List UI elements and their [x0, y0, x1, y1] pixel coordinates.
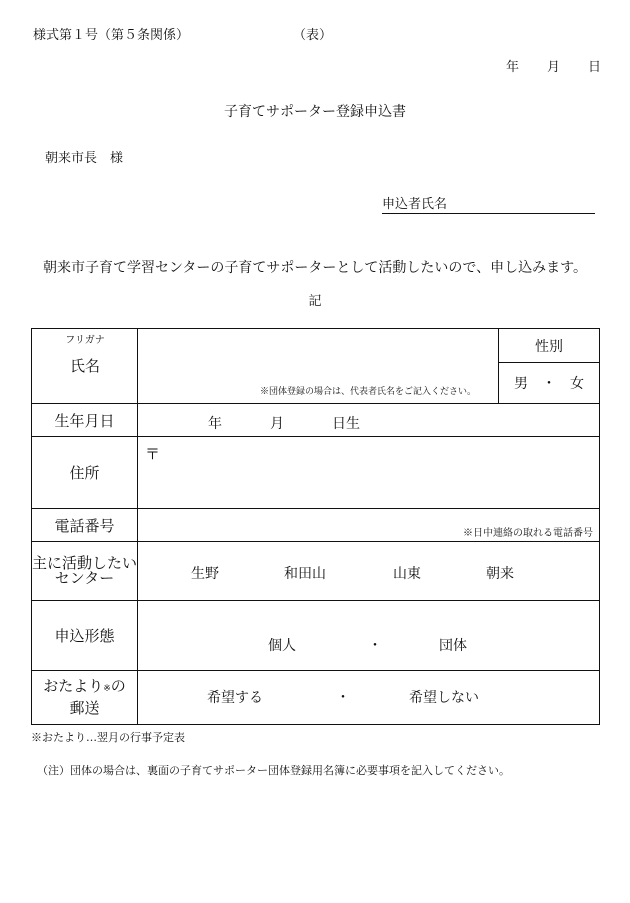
- center-option-ikuno[interactable]: 生野: [191, 566, 219, 582]
- newsletter-label: [32, 671, 138, 725]
- tel-label: 電話番号: [32, 509, 138, 542]
- furigana-label: フリガナ: [65, 335, 105, 346]
- application-statement: 朝来市子育て学習センターの子育てサポーターとして活動したいので、申し込みます。: [42, 260, 588, 276]
- center-option-wadayama[interactable]: 和田山: [284, 566, 326, 582]
- address-input-cell[interactable]: [138, 437, 600, 509]
- name-label: 氏名: [69, 357, 100, 375]
- dob-year: 年: [208, 416, 222, 432]
- front-side-label: （表）: [293, 28, 333, 43]
- center-label: [32, 542, 138, 601]
- newsletter-label-particle: の: [110, 677, 126, 695]
- ki-heading: 記: [308, 294, 322, 309]
- dob-input-cell[interactable]: [138, 404, 600, 437]
- newsletter-options-cell: [138, 671, 600, 725]
- center-option-asago[interactable]: 朝来: [486, 566, 514, 582]
- page-title: 子育てサポーター登録申込書: [224, 104, 406, 120]
- tel-input-cell[interactable]: [138, 509, 600, 542]
- form-number-label: 様式第１号（第５条関係）: [33, 28, 190, 43]
- newsletter-label-text: おたより: [43, 677, 104, 695]
- dob-label: 生年月日: [32, 404, 138, 437]
- date-day-label: 日: [588, 60, 602, 75]
- name-input-cell[interactable]: [138, 329, 499, 404]
- group-footnote: （注）団体の場合は、裏面の子育てサポーター団体登録用名簿に必要事項を記入してください。: [37, 764, 510, 777]
- newsletter-label-line1: [32, 677, 137, 699]
- gender-options[interactable]: 男 ・ 女: [499, 363, 600, 404]
- center-option-santo[interactable]: 山東: [393, 566, 421, 582]
- dob-month: 月: [270, 416, 284, 432]
- dob-day: 日生: [332, 416, 360, 432]
- newsletter-yes[interactable]: 希望する: [207, 690, 263, 706]
- name-note: ※団体登録の場合は、代表者氏名をご記入ください。: [259, 387, 476, 397]
- date-year-label: 年: [506, 60, 520, 75]
- center-label-line1: 主に活動したい: [32, 554, 138, 572]
- center-options-cell: [138, 542, 600, 601]
- form-type-options-cell: [138, 601, 600, 671]
- applicant-name-field[interactable]: 申込者氏名: [382, 193, 595, 214]
- newsletter-no[interactable]: 希望しない: [409, 690, 479, 706]
- name-label-cell: [32, 329, 138, 404]
- tel-note: ※日中連絡の取れる電話番号: [463, 528, 593, 539]
- form-type-individual[interactable]: 個人: [268, 638, 296, 654]
- newsletter-label-line2: 郵送: [69, 699, 100, 717]
- application-form-table: [31, 328, 600, 725]
- date-month-label: 月: [547, 60, 561, 75]
- form-type-label: 申込形態: [32, 601, 138, 671]
- form-type-group[interactable]: 団体: [439, 638, 467, 654]
- postal-mark-icon: 〒: [145, 445, 161, 463]
- gender-label: 性別: [499, 329, 600, 363]
- center-label-line2: センター: [54, 569, 115, 587]
- newsletter-asterisk: ※: [103, 684, 111, 694]
- newsletter-definition-note: ※おたより…翌月の行事予定表: [31, 731, 185, 744]
- address-label: 住所: [32, 437, 138, 509]
- addressee: 朝来市長 様: [45, 151, 124, 166]
- newsletter-separator: ・: [336, 690, 350, 706]
- form-type-separator: ・: [368, 638, 382, 654]
